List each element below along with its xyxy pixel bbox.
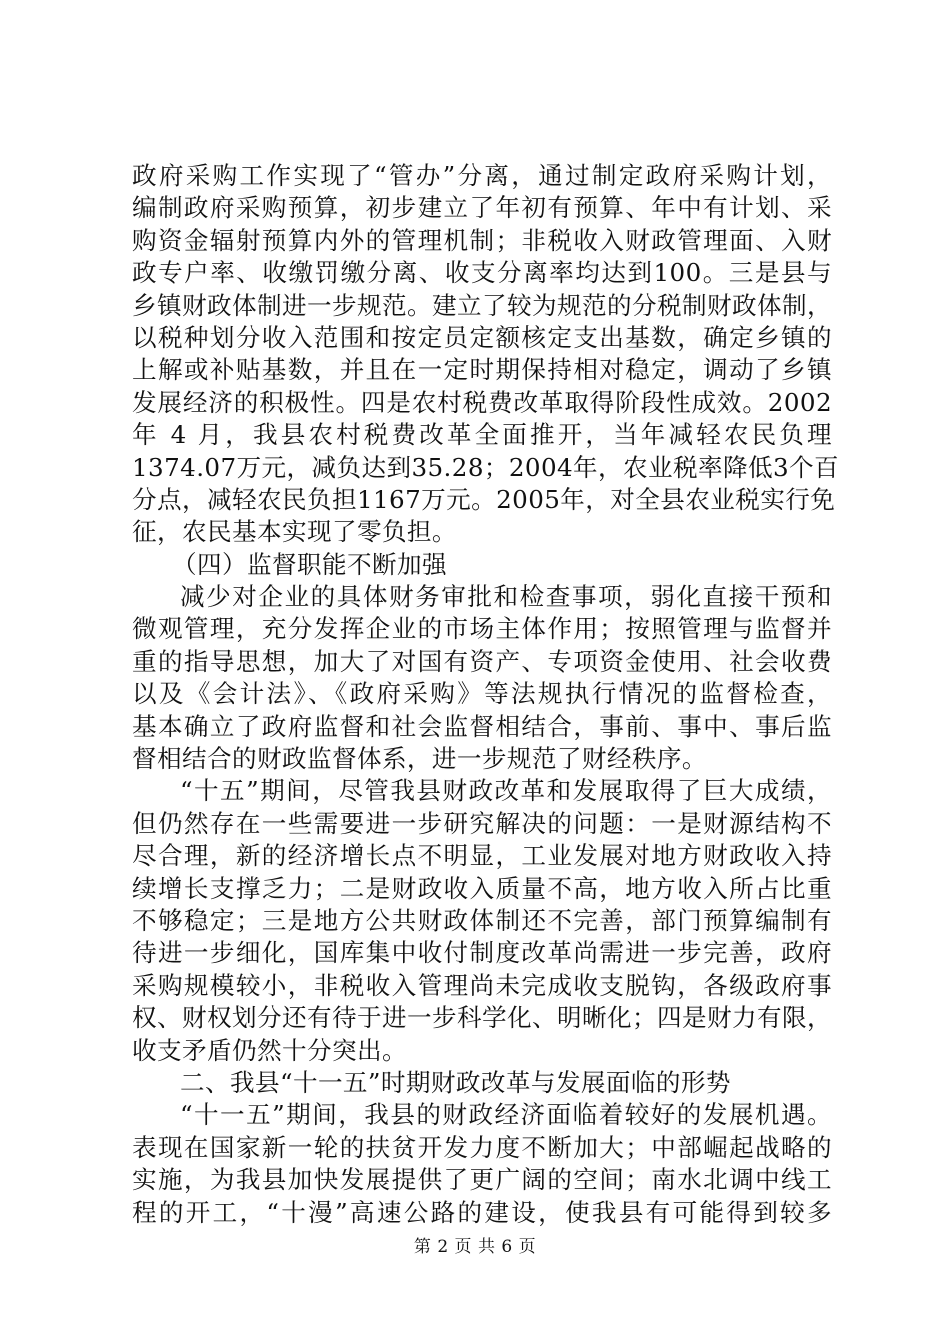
text-line: “十一五”期间，我县的财政经济面临着较好的发展机遇。 xyxy=(180,1100,832,1130)
text-line: 以税种划分收入范围和按定员定额核定支出基数，确定乡镇的 xyxy=(132,322,832,352)
page-number-label: 第 2 页 共 6 页 xyxy=(413,1237,537,1257)
text-line: 分点，减轻农民负担1167万元。2005年，对全县农业税实行免 xyxy=(132,484,836,514)
text-line: 基本确立了政府监督和社会监督相结合，事前、事中、事后监 xyxy=(132,711,832,741)
text-line: 年 4 月，我县农村税费改革全面推开，当年减轻农民负理 xyxy=(132,420,832,450)
text-line: 尽合理，新的经济增长点不明显，工业发展对地方财政收入持 xyxy=(132,841,832,871)
text-line: 发展经济的积极性。四是农村税费改革取得阶段性成效。2002 xyxy=(132,387,832,417)
text-line: 收支矛盾仍然十分突出。 xyxy=(132,1035,407,1065)
text-line: 权、财权划分还有待于进一步科学化、明晰化；四是财力有限， xyxy=(132,1003,832,1033)
text-line: 微观管理，充分发挥企业的市场主体作用；按照管理与监督并 xyxy=(132,614,832,644)
text-line: 政府采购工作实现了“管办”分离，通过制定政府采购计划， xyxy=(132,161,832,190)
text-line: 实施，为我县加快发展提供了更广阔的空间；南水北调中线工 xyxy=(132,1165,832,1195)
text-line: 但仍然存在一些需要进一步研究解决的问题：一是财源结构不 xyxy=(132,808,832,838)
text-line: 采购规模较小，非税收入管理尚未完成收支脱钩，各级政府事 xyxy=(132,970,832,1000)
text-line: 1374.07万元，减负达到35.28；2004年，农业税率降低3个百 xyxy=(132,452,840,482)
text-line: 减少对企业的具体财务审批和检查事项，弱化直接干预和 xyxy=(180,582,832,612)
text-line: （四）监督职能不断加强 xyxy=(172,549,447,579)
text-line: 重的指导思想，加大了对国有资产、专项资金使用、社会收费 xyxy=(132,646,832,676)
text-line: 以及《会计法》、《政府采购》等法规执行情况的监督检查， xyxy=(132,679,832,709)
text-line: 编制政府采购预算，初步建立了年初有预算、年中有计划、采 xyxy=(132,193,832,223)
text-line: 督相结合的财政监督体系，进一步规范了财经秩序。 xyxy=(132,744,707,774)
text-line: 二、我县“十一五”时期财政改革与发展面临的形势 xyxy=(180,1067,731,1097)
text-line: 上解或补贴基数，并且在一定时期保持相对稳定，调动了乡镇 xyxy=(132,355,832,385)
text-line: 不够稳定；三是地方公共财政体制还不完善，部门预算编制有 xyxy=(132,905,832,935)
text-line: 购资金辐射预算内外的管理机制；非税收入财政管理面、入财 xyxy=(132,225,832,255)
text-line: 待进一步细化，国库集中收付制度改革尚需进一步完善，政府 xyxy=(132,938,832,968)
page-footer xyxy=(0,1232,950,1257)
text-line: 程的开工，“十漫”高速公路的建设，使我县有可能得到较多 xyxy=(132,1197,832,1227)
text-line: “十五”期间，尽管我县财政改革和发展取得了巨大成绩， xyxy=(180,776,832,806)
document-body xyxy=(132,160,840,1229)
text-line: 续增长支撑乏力；二是财政收入质量不高，地方收入所占比重 xyxy=(132,873,832,903)
text-line: 乡镇财政体制进一步规范。建立了较为规范的分税制财政体制， xyxy=(132,290,832,320)
text-line: 政专户率、收缴罚缴分离、收支分离率均达到100。三是县与 xyxy=(132,258,832,288)
text-line: 表现在国家新一轮的扶贫开发力度不断加大；中部崛起战略的 xyxy=(132,1132,832,1162)
text-line: 征，农民基本实现了零负担。 xyxy=(132,517,457,547)
